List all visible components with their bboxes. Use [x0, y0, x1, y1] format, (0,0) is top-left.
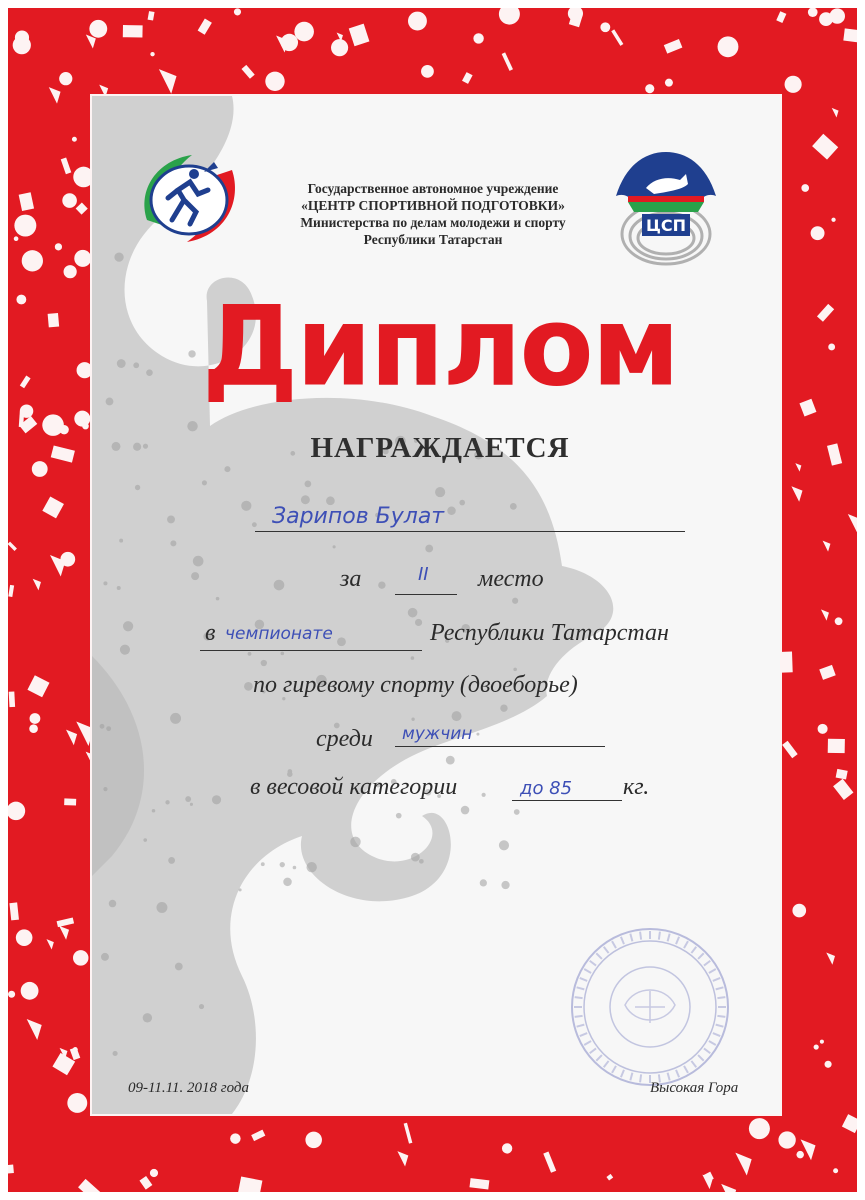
- stamp-tick: [698, 1055, 704, 1061]
- border-motif: [73, 950, 88, 965]
- pattern-dot: [435, 487, 445, 497]
- pattern-dot: [293, 866, 297, 870]
- pattern-dot: [239, 888, 242, 891]
- pattern-dot: [106, 398, 114, 406]
- border-motif: [778, 1131, 795, 1148]
- pattern-dot: [396, 813, 402, 819]
- border-motif: [294, 22, 314, 42]
- stamp-tick: [709, 1041, 716, 1045]
- event-city: Высокая Гора: [650, 1080, 739, 1096]
- border-motif: [123, 25, 143, 38]
- border-motif: [831, 218, 835, 222]
- stamp-tick: [630, 934, 632, 942]
- stamp-tick: [684, 1066, 688, 1073]
- border-motif: [828, 344, 835, 351]
- border-motif: [21, 982, 39, 1000]
- stamp-tick: [698, 953, 704, 959]
- border-motif: [843, 28, 865, 43]
- pattern-dot: [170, 713, 181, 724]
- border-motif: [801, 184, 809, 192]
- header-line-3: Министерства по делам молодежи и спорту: [300, 215, 566, 230]
- stamp-tick: [621, 1070, 624, 1077]
- pattern-dot: [446, 756, 455, 765]
- border-motif: [265, 72, 284, 91]
- border-motif: [150, 52, 154, 56]
- pattern-dot: [117, 586, 121, 590]
- border-motif: [665, 79, 673, 87]
- border-motif: [55, 243, 62, 250]
- pattern-dot: [411, 853, 420, 862]
- stamp-tick: [612, 941, 616, 948]
- pattern-dot: [411, 656, 415, 660]
- stamp-tick: [716, 1025, 724, 1027]
- weight-value: до 85: [520, 778, 573, 799]
- pattern-dot: [224, 466, 230, 472]
- stamp-tick: [691, 947, 696, 953]
- pattern-dot: [248, 652, 252, 656]
- border-motif: [833, 1168, 838, 1173]
- border-motif: [645, 84, 654, 93]
- border-motif: [62, 193, 77, 208]
- pattern-dot: [306, 862, 316, 872]
- border-motif: [14, 236, 19, 241]
- stamp-tick: [577, 987, 585, 989]
- border-motif: [64, 265, 77, 278]
- pattern-dot: [408, 608, 418, 618]
- stamp-tick: [577, 1025, 585, 1027]
- stamp-tick: [580, 1033, 587, 1036]
- pattern-dot: [156, 902, 167, 913]
- pattern-dot: [120, 645, 130, 655]
- pattern-dot: [480, 879, 487, 886]
- header-line-2: «ЦЕНТР СПОРТИВНОЙ ПОДГОТОВКИ»: [301, 198, 565, 213]
- pattern-dot: [512, 598, 518, 604]
- csp-logo-text: ЦСП: [646, 216, 686, 235]
- border-motif: [30, 713, 41, 724]
- stamp-tick: [621, 937, 624, 944]
- stamp-tick: [717, 997, 725, 998]
- place-value: II: [418, 564, 429, 585]
- place-suffix: место: [478, 566, 544, 592]
- pattern-dot: [100, 724, 105, 729]
- pattern-dot: [168, 857, 175, 864]
- pattern-dot: [152, 809, 156, 813]
- border-motif: [89, 20, 107, 38]
- pattern-dot: [333, 545, 336, 548]
- pattern-dot: [119, 539, 123, 543]
- pattern-dot: [193, 556, 204, 567]
- border-motif: [48, 313, 60, 327]
- border-motif: [22, 250, 43, 271]
- stamp-tick: [640, 932, 641, 940]
- border-motif: [16, 929, 33, 946]
- pattern-dot: [117, 359, 126, 368]
- pattern-dot: [274, 580, 285, 591]
- pattern-dot: [103, 581, 107, 585]
- event-date: 09-11.11. 2018 года: [128, 1080, 250, 1096]
- stamp-tick: [596, 1055, 602, 1061]
- border-motif: [9, 691, 15, 707]
- border-motif: [29, 724, 38, 733]
- stamp-tick: [604, 1061, 609, 1067]
- among-value: мужчин: [402, 724, 473, 744]
- border-motif: [20, 404, 33, 417]
- pattern-dot: [113, 1051, 118, 1056]
- border-motif: [600, 22, 610, 32]
- pattern-dot: [501, 881, 509, 889]
- stamp-tick: [575, 1016, 583, 1017]
- pattern-dot: [165, 800, 169, 804]
- border-motif: [73, 1047, 78, 1052]
- pattern-dot: [109, 900, 117, 908]
- pattern-dot: [304, 480, 311, 487]
- pattern-dot: [170, 540, 176, 546]
- border-motif: [7, 802, 25, 820]
- border-motif: [502, 1143, 512, 1153]
- pattern-dot: [280, 862, 285, 867]
- pattern-dot: [281, 652, 285, 656]
- sports-logo-left: [132, 150, 242, 245]
- border-motif: [792, 904, 806, 918]
- awarded-heading: НАГРАЖДАЕТСЯ: [310, 432, 570, 464]
- recipient-name: Заpипов Булат: [272, 504, 445, 529]
- pattern-dot: [143, 838, 147, 842]
- csp-logo-right: [606, 144, 726, 270]
- stamp-tick: [704, 1048, 710, 1053]
- stamp-tick: [668, 934, 670, 942]
- border-motif: [718, 36, 739, 57]
- border-motif: [32, 461, 48, 477]
- border-motif: [67, 1093, 87, 1113]
- pattern-dot: [461, 806, 470, 815]
- pattern-dot: [378, 581, 385, 588]
- border-motif: [808, 7, 818, 17]
- border-motif: [828, 739, 845, 753]
- stamp-tick: [709, 969, 716, 973]
- border-motif: [749, 1118, 770, 1139]
- stamp-tick: [590, 961, 596, 966]
- border-motif: [230, 1133, 240, 1143]
- event-prefix: в: [205, 620, 216, 646]
- border-motif: [16, 295, 26, 305]
- pattern-dot: [199, 1004, 204, 1009]
- border-motif: [59, 72, 72, 85]
- pattern-dot: [261, 660, 267, 666]
- pattern-dot: [283, 878, 292, 887]
- border-motif: [42, 414, 64, 436]
- pattern-dot: [112, 442, 121, 451]
- pattern-dot: [244, 682, 253, 691]
- stamp-tick: [704, 961, 710, 966]
- pattern-dot: [135, 485, 140, 490]
- pattern-dot: [185, 796, 191, 802]
- border-motif: [74, 411, 90, 427]
- pattern-dot: [123, 621, 133, 631]
- pattern-dot: [241, 501, 251, 511]
- border-motif: [818, 724, 828, 734]
- pattern-dot: [202, 480, 207, 485]
- border-motif: [499, 4, 520, 25]
- stamp-tick: [584, 969, 591, 973]
- border-motif: [331, 39, 348, 56]
- stamp-tick: [640, 1074, 641, 1082]
- event-suffix: Республики Татарстан: [430, 620, 669, 646]
- stamp-tick: [604, 947, 609, 953]
- stamp-tick: [590, 1048, 596, 1053]
- border-motif: [14, 215, 36, 237]
- pattern-dot: [167, 515, 175, 523]
- pattern-dot: [212, 795, 221, 804]
- header-line-1: Государственное автономное учреждение: [307, 181, 559, 196]
- stamp-tick: [684, 941, 688, 948]
- pattern-dot: [425, 545, 433, 553]
- stamp-tick: [659, 932, 660, 940]
- pattern-dot: [514, 809, 520, 815]
- pattern-dot: [106, 726, 111, 731]
- border-motif: [13, 36, 31, 54]
- border-motif: [74, 250, 91, 267]
- border-motif: [835, 617, 843, 625]
- pattern-dot: [216, 597, 220, 601]
- border-motif: [796, 1151, 803, 1158]
- pattern-dot: [143, 1013, 152, 1022]
- border-motif: [281, 34, 298, 51]
- pattern-dot: [187, 421, 197, 431]
- pattern-dot: [261, 862, 265, 866]
- pattern-dot: [500, 704, 507, 711]
- border-motif: [408, 12, 427, 31]
- border-motif: [8, 991, 15, 998]
- stamp-tick: [713, 978, 720, 981]
- border-motif: [819, 12, 833, 26]
- stamp-tick: [584, 1041, 591, 1045]
- border-motif: [64, 798, 76, 805]
- weight-prefix: в весовой категории: [250, 774, 458, 800]
- border-motif: [421, 65, 434, 78]
- pattern-dot: [103, 787, 107, 791]
- pattern-dot: [499, 840, 509, 850]
- border-motif: [234, 8, 241, 15]
- official-stamp: [565, 925, 735, 1090]
- stamp-tick: [596, 953, 602, 959]
- stamp-tick: [612, 1066, 616, 1073]
- pattern-dot: [133, 443, 141, 451]
- border-motif: [785, 76, 802, 93]
- pattern-dot: [419, 859, 424, 864]
- border-motif: [473, 33, 483, 43]
- stamp-tick: [691, 1061, 696, 1067]
- pattern-dot: [190, 803, 193, 806]
- among-prefix: среди: [316, 726, 373, 752]
- stamp-tick: [716, 987, 724, 989]
- pattern-dot: [191, 572, 199, 580]
- event-value: чемпионате: [225, 624, 333, 644]
- border-motif: [72, 137, 77, 142]
- header-line-4: Республики Татарстан: [363, 232, 503, 247]
- border-motif: [305, 1132, 322, 1149]
- pattern-dot: [513, 668, 517, 672]
- pattern-dot: [133, 362, 139, 368]
- stamp-tick: [676, 937, 679, 944]
- sport-discipline: по гиревому спорту (двоеборье): [253, 672, 578, 698]
- stamp-tick: [580, 978, 587, 981]
- weight-unit: кг.: [623, 774, 650, 800]
- border-motif: [820, 1040, 824, 1044]
- border-motif: [825, 1061, 832, 1068]
- pattern-dot: [482, 793, 486, 797]
- diploma-title: Диплом: [201, 283, 679, 412]
- pattern-dot: [146, 369, 153, 376]
- border-motif: [814, 1044, 819, 1049]
- stamp-tick: [630, 1073, 632, 1081]
- stamp-tick: [676, 1070, 679, 1077]
- pattern-dot: [143, 444, 148, 449]
- stamp-tick: [713, 1033, 720, 1036]
- border-motif: [7, 1165, 14, 1174]
- pattern-dot: [101, 953, 109, 961]
- stamp-tick: [575, 997, 583, 998]
- pattern-dot: [350, 837, 360, 847]
- place-prefix: за: [340, 566, 362, 592]
- stamp-tick: [717, 1016, 725, 1017]
- border-motif: [150, 1169, 158, 1177]
- border-motif: [811, 226, 825, 240]
- organization-header: [268, 180, 598, 248]
- pattern-dot: [114, 252, 123, 261]
- pattern-dot: [175, 963, 183, 971]
